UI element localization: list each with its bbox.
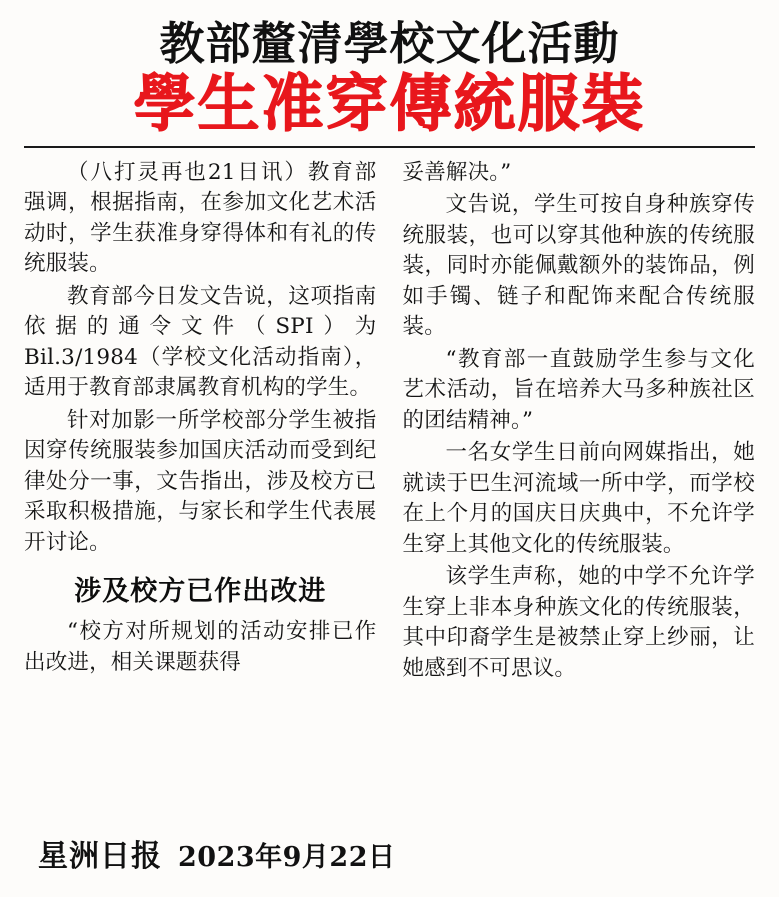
publication-date: 2023年9月22日: [178, 842, 396, 873]
headline-kicker: 教部釐清學校文化活動: [159, 17, 620, 70]
paragraph: 妥善解决。”: [402, 159, 512, 185]
paragraph: 教育部今日发文告说，这项指南依据的通令文件（SPI）为Bil.3/1984（学校文化活动指南），适用于教育部隶属教育机构的学生。: [24, 283, 377, 401]
article-column-right: [403, 158, 756, 687]
headline-main: 學生准穿傳統服裝: [133, 66, 646, 140]
headline-divider: [24, 146, 755, 148]
section-subheading: 涉及校方已作出改进: [74, 576, 327, 608]
paragraph: “教育部一直鼓励学生参与文化艺术活动，旨在培养大马多种族社区的团结精神。”: [402, 346, 755, 433]
paragraph: 该学生声称，她的中学不允许学生穿上非本身种族文化的传统服装，其中印裔学生是被禁止穿上纱丽，让她感到不可思议。: [402, 564, 755, 681]
paragraph: （八打灵再也21日讯）教育部强调，根据指南，在参加文化艺术活动时，学生获准身穿得体和有礼的传统服装。: [24, 159, 377, 277]
paragraph: 针对加影一所学校部分学生被指因穿传统服装参加国庆活动而受到纪律处分一事，文告指出，涉及校方已采取积极措施，与家长和学生代表展开讨论。: [24, 407, 377, 555]
paragraph: “校方对所规划的活动安排已作出改进，相关课题获得: [24, 619, 377, 675]
publication-footer: [38, 831, 396, 875]
article-column-left: [24, 158, 377, 681]
article-columns: [24, 158, 755, 788]
paragraph: 一名女学生日前向网媒指出，她就读于巴生河流域一所中学，而学校在上个月的国庆日庆典中，不允许学生穿上其他文化的传统服装。: [402, 440, 755, 557]
publication-name: 星洲日报: [38, 839, 162, 874]
paragraph: 文告说，学生可按自身种族穿传统服装，也可以穿其他种族的传统服装，同时亦能佩戴额外的装饰品，例如手镯、链子和配饰来配合传统服装。: [402, 192, 755, 340]
